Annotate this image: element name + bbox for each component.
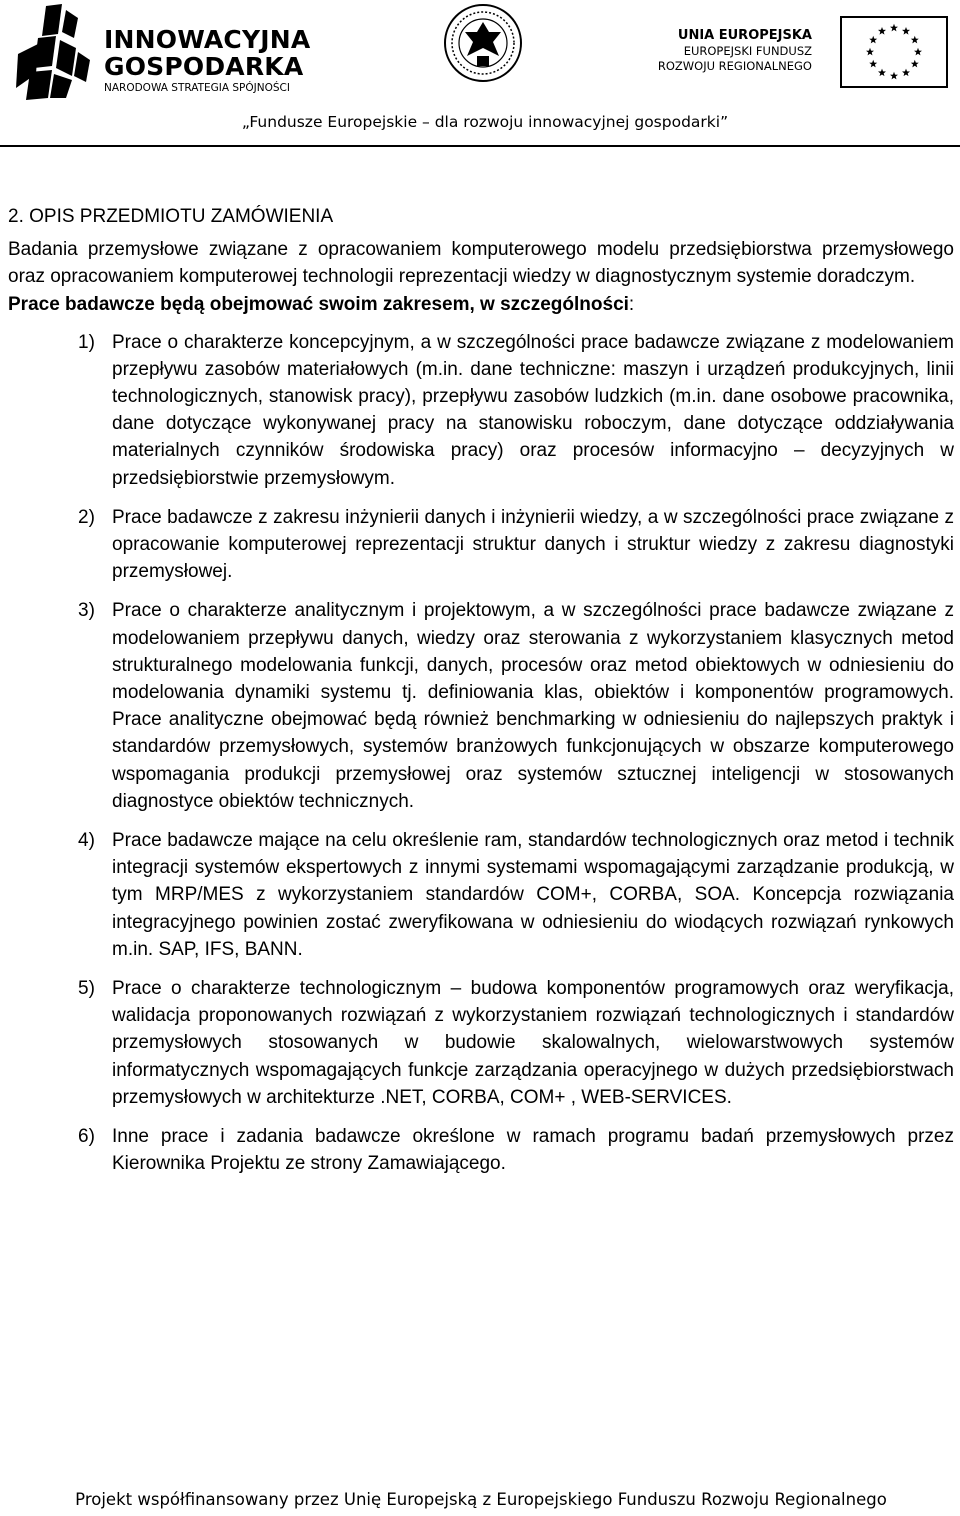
list-item xyxy=(8,827,954,963)
list-item xyxy=(8,329,954,492)
list-item-number: 3) xyxy=(78,600,95,622)
intro-paragraph: Badania przemysłowe związane z opracowaniem komputerowego modelu przedsiębiorstwa przemysłowego oraz opracowaniem komputerowej technologii reprezentacji wiedzy w diagnostycznym systemie doradczym. xyxy=(8,239,954,288)
list-item xyxy=(8,1123,954,1177)
list-item xyxy=(8,975,954,1111)
eu-logo-line3: ROZWOJU REGIONALNEGO xyxy=(657,59,812,73)
list-item-number: 5) xyxy=(78,978,95,1000)
list-item-text: Prace o charakterze koncepcyjnym, a w szczególności prace badawcze związane z modelowaniem przepływu zasobów materiałowych (m.in. dane techniczne: maszyn i urządzeń produkcyjnych, linii technologicznych, stanowisk pracy), przepływu zasobów ludzkich (m.in. dane osobowe pracownika, dane dotyczące wykonywanej pracy na stanowisku roboczym, dane dotyczące oddziaływania materialnych czynników środowiska pracy) oraz procesów informacyjno – decyzyjnych w przedsiębiorstwie przemysłowym. xyxy=(112,331,954,489)
coat-of-arms-seal-icon xyxy=(443,2,523,84)
list-item-text: Inne prace i zadania badawcze określone w ramach programu badań przemysłowych przez Kierownika Projektu ze strony Zamawiającego. xyxy=(112,1126,954,1175)
lead-text: Prace badawcze będą obejmować swoim zakresem, w szczególności xyxy=(8,294,629,316)
header-divider xyxy=(0,145,960,147)
innowacyjna-gospodarka-logo xyxy=(8,4,311,100)
ig-logo-line3: NARODOWA STRATEGIA SPÓJNOŚCI xyxy=(104,82,290,94)
page-header xyxy=(0,0,960,150)
list-item-number: 1) xyxy=(78,331,95,353)
list-item-text: Prace o charakterze analitycznym i projektowym, a w szczególności prace badawcze związane z modelowaniem przepływu danych, wiedzy oraz sterowania z wykorzystaniem klasycznych metod strukturalnego modelowania funkcji, danych, procesów oraz metod obiektowych w odniesieniu do modelowania dynamiki systemu tj. definiowania klas, obiektów i komponentów programowych. Prace analityczne obejmować będą również benchmarking w odniesieniu do najlepszych praktyk i standardów przemysłowych, systemów branżowych funkcjonujących w obszarze komputerowego wspomagania produkcji przemysłowej oraz systemów sztucznej inteligencji w stosowanych diagnostyce obiektów technicznych. xyxy=(112,600,954,812)
eu-logo-line1: UNIA EUROPEJSKA xyxy=(677,28,812,43)
slogan: „Fundusze Europejskie – dla rozwoju innowacyjnej gospodarki” xyxy=(241,113,729,131)
page-footer: Projekt współfinansowany przez Unię Europejską z Europejskiego Funduszu Rozwoju Regionalnego xyxy=(75,1490,887,1509)
work-scope-list xyxy=(8,329,954,1178)
list-item-number: 4) xyxy=(78,830,95,852)
list-item-text: Prace badawcze z zakresu inżynierii danych i inżynierii wiedzy, a w szczególności prace związane z opracowanie komputerowej reprezentacji struktur danych i struktur wiedzy z zakresu diagnostyki przemysłowej. xyxy=(112,506,954,583)
eu-fund-logo xyxy=(640,16,955,86)
list-item xyxy=(8,597,954,815)
ig-logo-icon xyxy=(8,4,98,100)
list-item xyxy=(8,504,954,586)
lead-paragraph xyxy=(8,291,954,318)
list-item-text: Prace badawcze mające na celu określenie ram, standardów technologicznych oraz metod i technik integracji systemów ekspertowych z innymi systemami wspomagającymi zarządzanie produkcją, w tym MRP/MES z wykorzystaniem standardów COM+, CORBA, SOA. Koncepcja rozwiązania integracyjnego powinien zostać zweryfikowana w odniesieniu do wiodących rozwiązań rynkowych m.in. SAP, IFS, BANN. xyxy=(112,830,954,960)
ig-logo-line2: GOSPODARKA xyxy=(104,52,304,81)
section-title: 2. OPIS PRZEDMIOTU ZAMÓWIENIA xyxy=(8,206,334,227)
list-item-number: 6) xyxy=(78,1126,95,1148)
list-item-text: Prace o charakterze technologicznym – budowa komponentów programowych oraz weryfikacja, walidacja proponowanych rozwiązań z wykorzystaniem rozwiązań technologicznych i standardów przemysłowych stosowanych w budowie skalowalnych, wielowarstwowych systemów informatycznych wspomagających funkcje zarządzania operacyjnego w dużych przedsiębiorstwach przemysłowych w architekturze .NET, CORBA, COM+ , WEB-SERVICES. xyxy=(112,978,954,1108)
document-body xyxy=(8,198,954,1178)
eu-logo-line2: EUROPEJSKI FUNDUSZ xyxy=(683,44,812,58)
list-item-number: 2) xyxy=(78,506,95,528)
ig-logo-line1: INNOWACYJNA xyxy=(104,25,311,54)
lead-colon: : xyxy=(628,294,635,316)
eu-flag-icon xyxy=(840,16,948,88)
